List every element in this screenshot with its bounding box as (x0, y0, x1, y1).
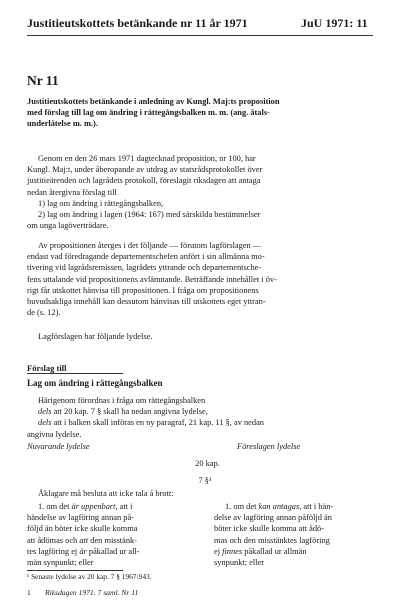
preamble-text: att i balken skall införas en ny paragraf, 21 kap. 11 §, av nedan (51, 418, 264, 428)
paragraph-line: rigt får utskottet hänvisa till propositionen. I fråga om propositionens (27, 285, 259, 295)
paragraph-line: de (s. 12). (27, 308, 61, 318)
column-line (38, 501, 140, 512)
emphasis-run: är uppenbart (71, 502, 116, 511)
report-number-heading: Nr 11 (27, 73, 59, 88)
law-preamble (27, 395, 264, 440)
column-line (27, 546, 140, 557)
paragraph-line: endast vad föredragande departementschefen anfört i sin allmänna mo- (27, 252, 265, 262)
section-heading: 7 §¹ (198, 476, 212, 485)
proposal-label: Förslag till (27, 363, 67, 373)
current-wording-column (27, 501, 140, 568)
law-title: Lag om ändring i rättegångsbalken (27, 378, 163, 388)
text-run: , att i (115, 502, 133, 511)
column-line: mas och den misstänktes lagföring (214, 535, 330, 545)
scope-paragraph (27, 240, 277, 318)
text-run: 1. om det (225, 502, 259, 511)
column-line (27, 535, 140, 546)
paragraph-line: huvudsakliga innehåll kan dessutom hänvisas till utskottets eget yttran- (27, 297, 266, 307)
text-run: den misstänk- (88, 535, 138, 545)
preamble-line: Härigenom förordnas i fråga om rättegångsbalken (38, 396, 206, 405)
column-line: följd än böter icke skulle komma (27, 524, 138, 534)
report-title-line: underlåtelse m. m.). (27, 119, 98, 129)
paragraph-line: fens uttalande vid propositionens avlämnande. Beträffande innehållet i öv- (27, 274, 277, 284)
preamble-dels: dels (38, 418, 52, 428)
running-header-reference: JuU 1971: 11 (301, 16, 368, 30)
text-run: tes lagföring ej (27, 546, 80, 556)
preamble-text: att 20 kap. 7 § skall ha nedan angivna lydelse, (51, 407, 208, 417)
page-signature-reference: Riksdagen 1971. 7 saml. Nr 11 (45, 588, 139, 597)
preamble-line: angivna lydelse. (27, 429, 82, 439)
chapter-heading: 20 kap. (195, 459, 220, 468)
column-line (225, 501, 333, 512)
preamble-line (27, 417, 264, 428)
report-title (27, 96, 280, 130)
intro-paragraph (27, 153, 262, 231)
paragraph-line: nedan återgivna förslag till (27, 187, 117, 197)
proposal-item-continuation: om unga lagöverträdare. (27, 221, 109, 231)
text-run: 1. om det (38, 502, 72, 511)
prosecutor-clause: Åklagare må besluta att icke tala å brott: (38, 489, 174, 498)
preamble-dels: dels (38, 407, 52, 417)
text-run: påkallad ur all- (86, 546, 140, 556)
emphasis-run: är (79, 546, 87, 556)
proposal-item: 1) lag om ändring i rättegångsbalken, (38, 198, 164, 208)
report-title-line: Justitieutskottets betänkande i anledning av Kungl. Maj:ts proposition (27, 97, 280, 106)
column-line: händelse av lagföring annan på- (27, 513, 134, 523)
text-run: påkallad ur allmän (242, 546, 307, 556)
column-line: män synpunkt; eller (27, 558, 94, 568)
footnote-rule (27, 570, 123, 571)
column-line (214, 546, 333, 557)
column-line: böter icke skulle komma att ådö- (214, 524, 325, 534)
header-rule (27, 35, 373, 36)
proposed-wording-header: Föreslagen lydelse (237, 442, 301, 451)
emphasis-run: att (79, 535, 89, 545)
paragraph-line: tivering vid lagrådsremissen, lagrådets yttrande och departementsche- (27, 263, 262, 273)
running-header-title: Justitieutskottets betänkande nr 11 år 1971 (27, 16, 248, 30)
text-run: att ådömas och (27, 535, 80, 545)
column-line: delse av lagföring annan påföljd än (214, 513, 332, 523)
proposed-wording-column (214, 501, 334, 568)
emphasis-run: kan antagas (258, 502, 300, 511)
paragraph-line: Av propositionen återges i det följande — förutom lagförslagen — (38, 241, 262, 250)
proposal-label-rule (27, 373, 123, 374)
page-signature-number: 1 (27, 588, 31, 597)
text-run: , att i hän- (299, 502, 334, 511)
current-wording-header: Nuvarande lydelse (27, 442, 90, 451)
column-line: synpunkt; eller (214, 558, 265, 568)
paragraph-line: Genom en den 26 mars 1971 dagtecknad proposition, nr 100, har (38, 154, 256, 163)
footnote: ¹ Senaste lydelse av 20 kap. 7 § 1967:943. (27, 572, 152, 581)
preamble-line (27, 406, 264, 417)
proposal-item: 2) lag om ändring i lagen (1964: 167) med särskilda bestämmelser (38, 210, 261, 220)
text-run: ej (214, 546, 223, 556)
emphasis-run: finnes (222, 546, 243, 556)
proposal-text-note: Lagförslagen har följande lydelse. (38, 332, 153, 341)
paragraph-line: Kungl. Maj:t, under åberopande av utdrag av statsrådsprotokollet över (27, 165, 263, 175)
report-title-line: med förslag till lag om ändring i rättegångsbalken m. m. (ang. åtals- (27, 108, 270, 118)
paragraph-line: justitieärenden och lagrådets protokoll, föreslagit riksdagen att antaga (27, 176, 261, 186)
